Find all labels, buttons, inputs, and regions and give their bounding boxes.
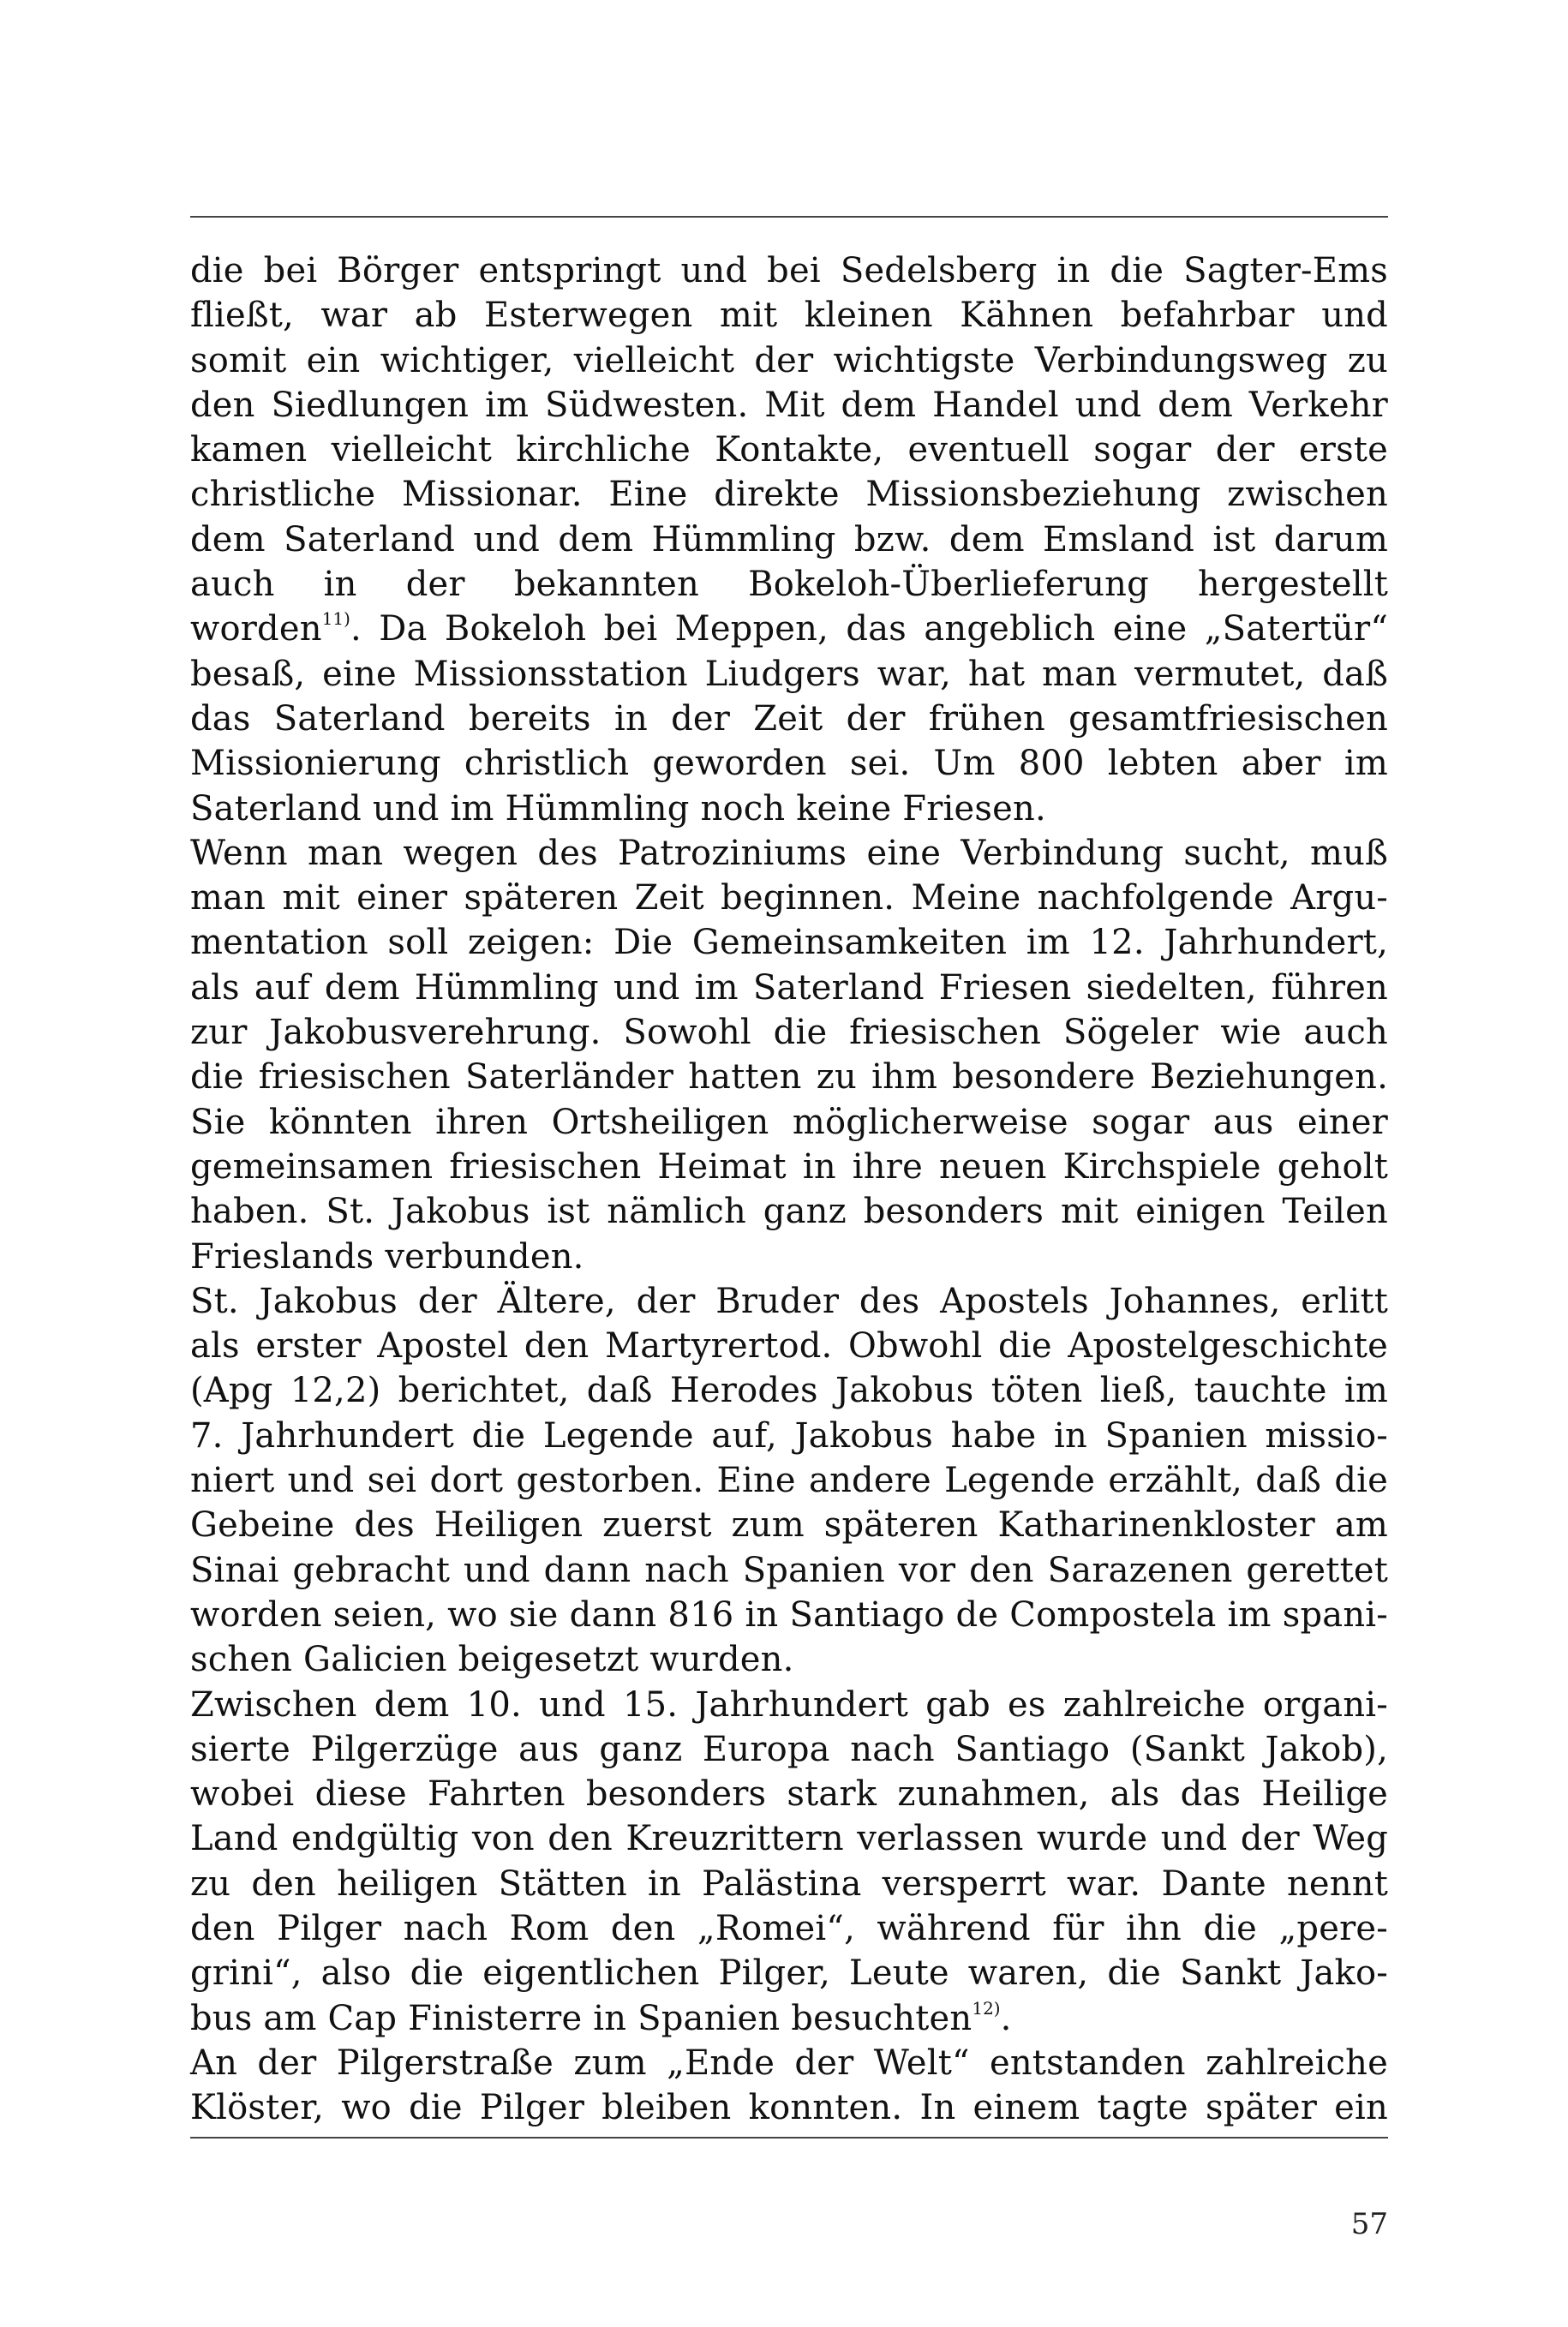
text-line bbox=[190, 966, 1388, 1010]
text-line bbox=[190, 697, 1388, 741]
text-line bbox=[190, 2041, 1388, 2085]
text-line bbox=[190, 338, 1388, 383]
header-rule bbox=[190, 216, 1388, 218]
text-line bbox=[190, 876, 1388, 920]
line-text: Wenn man wegen des Patroziniums eine Verbindung sucht, muß bbox=[190, 833, 1388, 873]
text-line bbox=[190, 1279, 1388, 1324]
text-line bbox=[190, 2085, 1388, 2130]
text-line bbox=[190, 1414, 1388, 1458]
line-text: die friesischen Saterländer hatten zu ihm besondere Beziehungen. bbox=[190, 1057, 1388, 1098]
text-line bbox=[190, 562, 1388, 607]
text-line bbox=[190, 428, 1388, 472]
line-text: den Pilger nach Rom den „Romei“, während für ihn die „pere- bbox=[190, 1908, 1388, 1948]
line-text: fließt, war ab Esterwegen mit kleinen Kähnen befahrbar und bbox=[190, 296, 1388, 336]
text-line bbox=[190, 831, 1388, 876]
line-text: auch in der bekannten Bokeloh-Überlieferung hergestellt bbox=[190, 565, 1388, 605]
line-text: Sie könnten ihren Ortsheiligen möglicherweise sogar aus einer bbox=[190, 1102, 1388, 1142]
text-line bbox=[190, 1145, 1388, 1189]
line-text: Land endgültig von den Kreuzrittern verlassen wurde und der Weg bbox=[190, 1819, 1388, 1859]
text-line bbox=[190, 1368, 1388, 1413]
text-line bbox=[190, 652, 1388, 697]
text-line bbox=[190, 293, 1388, 338]
text-line bbox=[190, 1862, 1388, 1906]
line-text: St. Jakobus der Ältere, der Bruder des Apostels Johannes, erlitt bbox=[190, 1281, 1388, 1321]
line-text: worden bbox=[190, 609, 322, 649]
footnote-marker: 11) bbox=[321, 608, 350, 630]
line-text: bus am Cap Finisterre in Spanien besuchten bbox=[190, 1998, 973, 2038]
line-text: als auf dem Hümmling und im Saterland Friesen siedelten, führen bbox=[190, 967, 1388, 1008]
text-line bbox=[190, 1458, 1388, 1503]
line-text: Klöster, wo die Pilger bleiben konnten. In einem tagte später ein bbox=[190, 2088, 1388, 2128]
line-text: besaß, eine Missionsstation Liudgers war, hat man vermutet, daß bbox=[190, 654, 1388, 694]
text-line bbox=[190, 1951, 1388, 1995]
line-text: wobei diese Fahrten besonders stark zunahmen, als das Heilige bbox=[190, 1774, 1388, 1815]
footer-rule bbox=[190, 2137, 1388, 2139]
text-line bbox=[190, 741, 1388, 786]
line-text: kamen vielleicht kirchliche Kontakte, eventuell sogar der erste bbox=[190, 430, 1388, 470]
line-text: Sinai gebracht und dann nach Spanien vor den Sarazenen gerettet bbox=[190, 1550, 1388, 1590]
text-line bbox=[190, 1235, 1388, 1279]
text-line bbox=[190, 1816, 1388, 1861]
text-line bbox=[190, 1100, 1388, 1145]
line-text: niert und sei dort gestorben. Eine andere Legende erzählt, daß die bbox=[190, 1461, 1388, 1501]
text-line bbox=[190, 1503, 1388, 1547]
line-text: man mit einer späteren Zeit beginnen. Meine nachfolgende Argu- bbox=[190, 878, 1388, 918]
line-text: (Apg 12,2) berichtet, daß Herodes Jakobus töten ließ, tauchte im bbox=[190, 1371, 1388, 1411]
line-text: haben. St. Jakobus ist nämlich ganz besonders mit einigen Teilen bbox=[190, 1192, 1388, 1232]
text-line bbox=[190, 920, 1388, 965]
text-line bbox=[190, 1548, 1388, 1593]
text-line bbox=[190, 1637, 1388, 1682]
line-text: sierte Pilgerzüge aus ganz Europa nach Santiago (Sankt Jakob), bbox=[190, 1729, 1388, 1769]
text-line bbox=[190, 1996, 1388, 2041]
line-text-continued: . Da Bokeloh bei Meppen, das angeblich eine „Satertür“ bbox=[350, 609, 1388, 649]
text-line bbox=[190, 383, 1388, 428]
footnote-marker: 12) bbox=[972, 1997, 1001, 2019]
text-line bbox=[190, 1189, 1388, 1234]
line-text: christliche Missionar. Eine direkte Missionsbeziehung zwischen bbox=[190, 475, 1388, 515]
text-line bbox=[190, 517, 1388, 562]
line-text: schen Galicien beigesetzt wurden. bbox=[190, 1640, 794, 1680]
line-text: mentation soll zeigen: Die Gemeinsamkeiten im 12. Jahrhundert, bbox=[190, 923, 1388, 963]
line-text: dem Saterland und dem Hümmling bzw. dem Emsland ist darum bbox=[190, 519, 1388, 559]
line-text: Frieslands verbunden. bbox=[190, 1236, 584, 1277]
line-text: gemeinsamen friesischen Heimat in ihre neuen Kirchspiele geholt bbox=[190, 1146, 1388, 1187]
text-line bbox=[190, 1324, 1388, 1368]
line-text: Missionierung christlich geworden sei. Um 800 lebten aber im bbox=[190, 744, 1388, 784]
line-text: somit ein wichtiger, vielleicht der wichtigste Verbindungsweg zu bbox=[190, 340, 1388, 380]
text-line bbox=[190, 607, 1388, 651]
text-line bbox=[190, 1593, 1388, 1637]
line-text: den Siedlungen im Südwesten. Mit dem Handel und dem Verkehr bbox=[190, 385, 1388, 425]
line-text: die bei Börger entspringt und bei Sedelsberg in die Sagter-Ems bbox=[190, 251, 1388, 290]
line-text: als erster Apostel den Martyrertod. Obwohl die Apostelgeschichte bbox=[190, 1326, 1388, 1367]
text-line bbox=[190, 1683, 1388, 1727]
text-line bbox=[190, 787, 1388, 831]
line-text: 7. Jahrhundert die Legende auf, Jakobus habe in Spanien missio- bbox=[190, 1415, 1388, 1456]
text-line bbox=[190, 1772, 1388, 1816]
line-text: zur Jakobusverehrung. Sowohl die friesischen Sögeler wie auch bbox=[190, 1013, 1388, 1053]
text-line bbox=[190, 472, 1388, 517]
line-text: Saterland und im Hümmling noch keine Friesen. bbox=[190, 788, 1046, 829]
body-text bbox=[190, 248, 1388, 2130]
text-line bbox=[190, 1727, 1388, 1772]
page-number: 57 bbox=[1350, 2207, 1388, 2241]
text-line bbox=[190, 1010, 1388, 1055]
line-text: das Saterland bereits in der Zeit der frühen gesamtfriesischen bbox=[190, 698, 1388, 739]
line-text: zu den heiligen Stätten in Palästina versperrt war. Dante nennt bbox=[190, 1863, 1388, 1904]
line-text: worden seien, wo sie dann 816 in Santiago de Compostela im spani- bbox=[190, 1594, 1388, 1635]
text-line bbox=[190, 1055, 1388, 1099]
line-text: Zwischen dem 10. und 15. Jahrhundert gab es zahlreiche organi- bbox=[190, 1684, 1388, 1725]
line-text-continued: . bbox=[1000, 1998, 1012, 2038]
line-text: grini“, also die eigentlichen Pilger, Leute waren, die Sankt Jako- bbox=[190, 1953, 1388, 1994]
line-text: Gebeine des Heiligen zuerst zum späteren Katharinenkloster am bbox=[190, 1505, 1388, 1546]
text-line bbox=[190, 1906, 1388, 1951]
text-line bbox=[190, 248, 1388, 293]
line-text: An der Pilgerstraße zum „Ende der Welt“ entstanden zahlreiche bbox=[190, 2043, 1388, 2083]
